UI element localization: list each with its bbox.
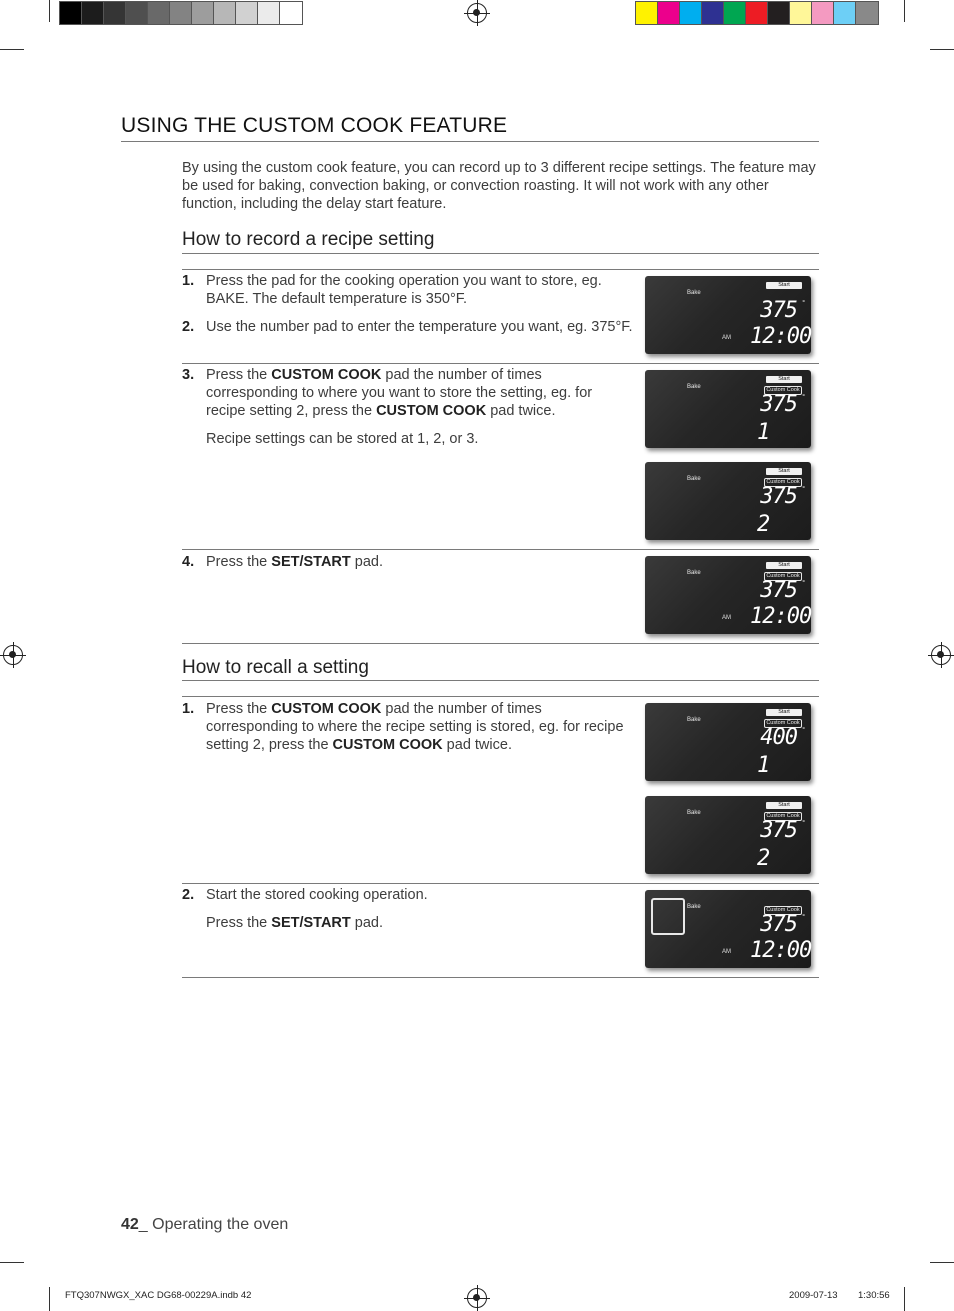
- set-start-term: SET/START: [271, 554, 351, 570]
- start-indicator: Start: [766, 376, 802, 383]
- step-number: 1.: [182, 701, 195, 717]
- color-swatch: [280, 2, 302, 24]
- color-swatch: [148, 2, 170, 24]
- custom-cook-indicator: Custom Cook: [764, 478, 802, 487]
- start-indicator: Start: [766, 282, 802, 289]
- color-swatch: [170, 2, 192, 24]
- row-rule: [182, 363, 819, 364]
- registration-mark-left: [3, 645, 23, 665]
- color-swatch: [746, 2, 768, 24]
- color-swatch: [636, 2, 658, 24]
- custom-cook-indicator: Custom Cook: [764, 906, 802, 915]
- recipe-slot-readout: 1: [757, 753, 771, 778]
- temperature-readout: 375: [760, 578, 797, 603]
- mode-label: Bake: [687, 904, 701, 910]
- step-number: 1.: [182, 273, 195, 289]
- print-slug-file: FTQ307NWGX_XAC DG68-00229A.indb 42: [65, 1290, 252, 1301]
- color-swatch: [258, 2, 280, 24]
- step-number: 2.: [182, 887, 195, 903]
- print-slug-date: 2009-07-13: [789, 1290, 838, 1301]
- row-rule: [182, 977, 819, 978]
- color-swatch: [790, 2, 812, 24]
- color-swatch: [834, 2, 856, 24]
- color-swatch: [768, 2, 790, 24]
- degree-symbol: °: [802, 580, 805, 587]
- custom-cook-term: CUSTOM COOK: [271, 367, 382, 383]
- color-swatch: [104, 2, 126, 24]
- color-swatch: [214, 2, 236, 24]
- color-swatch: [812, 2, 834, 24]
- degree-symbol: °: [802, 727, 805, 734]
- color-swatch: [658, 2, 680, 24]
- oven-display-2: [645, 370, 811, 448]
- degree-symbol: °: [802, 486, 805, 493]
- color-swatch: [236, 2, 258, 24]
- mode-label: Bake: [687, 810, 701, 816]
- record-heading-rule: [182, 253, 819, 254]
- oven-door-icon: [651, 898, 685, 935]
- record-step-4: Press the SET/START pad.: [206, 554, 384, 570]
- crop-mark: [0, 1262, 24, 1263]
- oven-display-3: [645, 462, 811, 540]
- recall-heading: How to recall a setting: [182, 657, 369, 678]
- recall-step-1: Press the CUSTOM COOK pad the number of times corresponding to where the recipe setting is stored, eg. for recipe setting 2, press the CUSTOM COOK pad twice.: [206, 701, 624, 753]
- recipe-slot-readout: 1: [757, 420, 771, 445]
- page-footer: 42_ Operating the oven: [121, 1216, 289, 1233]
- temperature-readout: 400: [760, 725, 797, 750]
- start-indicator: Start: [766, 468, 802, 475]
- row-rule: [182, 643, 819, 644]
- am-label: AM: [722, 335, 731, 341]
- temperature-readout: 375: [760, 484, 797, 509]
- custom-cook-indicator: Custom Cook: [764, 386, 802, 395]
- crop-mark: [930, 1262, 954, 1263]
- custom-cook-indicator: Custom Cook: [764, 812, 802, 821]
- recipe-slot-readout: 2: [757, 512, 771, 537]
- clock-readout: 12:00: [750, 604, 812, 629]
- recall-step-2-note: Press the SET/START pad.: [206, 915, 384, 931]
- record-step-3: Press the CUSTOM COOK pad the number of times corresponding to where you want to store the setting, eg. for recipe setting 2, press the CUSTOM COOK pad twice.: [206, 367, 593, 419]
- recall-step-2: Start the stored cooking operation.: [206, 887, 428, 903]
- row-rule: [182, 883, 819, 884]
- color-swatch: [82, 2, 104, 24]
- clock-readout: 12:00: [750, 938, 812, 963]
- oven-display-5: [645, 703, 811, 781]
- crop-mark: [0, 49, 24, 50]
- color-swatch: [126, 2, 148, 24]
- crop-mark: [930, 49, 954, 50]
- record-step-1: Press the pad for the cooking operation you want to store, eg. BAKE. The default temperature is 350°F.: [206, 273, 602, 307]
- step-number: 2.: [182, 319, 195, 335]
- oven-display-1: [645, 276, 811, 354]
- color-swatch: [702, 2, 724, 24]
- oven-display-4: [645, 556, 811, 634]
- color-swatch: [856, 2, 878, 24]
- custom-cook-indicator: Custom Cook: [764, 572, 802, 581]
- title-rule: [121, 141, 819, 142]
- crop-mark: [49, 0, 50, 22]
- mode-label: Bake: [687, 717, 701, 723]
- mode-label: Bake: [687, 476, 701, 482]
- clock-readout: 12:00: [750, 324, 812, 349]
- step-number: 3.: [182, 367, 195, 383]
- mode-label: Bake: [687, 290, 701, 296]
- degree-symbol: °: [802, 394, 805, 401]
- recipe-slot-readout: 2: [757, 846, 771, 871]
- degree-symbol: °: [802, 820, 805, 827]
- temperature-readout: 375: [760, 392, 797, 417]
- row-rule: [182, 696, 819, 697]
- mode-label: Bake: [687, 384, 701, 390]
- mode-label: Bake: [687, 570, 701, 576]
- page-number: 42: [121, 1216, 139, 1233]
- registration-mark-top: [467, 3, 487, 23]
- color-swatch-bar: [635, 1, 879, 25]
- custom-cook-term: CUSTOM COOK: [376, 403, 487, 419]
- color-swatch: [60, 2, 82, 24]
- set-start-term: SET/START: [271, 915, 351, 931]
- custom-cook-term: CUSTOM COOK: [332, 737, 443, 753]
- intro-paragraph: By using the custom cook feature, you can record up to 3 different recipe settings. The feature may be used for baking, convection baking, or convection roasting. It will not work with any other function, including the delay start feature.: [182, 160, 816, 212]
- custom-cook-term: CUSTOM COOK: [271, 701, 382, 717]
- step-number: 4.: [182, 554, 195, 570]
- temperature-readout: 375: [760, 818, 797, 843]
- start-indicator: Start: [766, 562, 802, 569]
- crop-mark: [904, 0, 905, 22]
- page-title: USING THE CUSTOM COOK FEATURE: [121, 114, 508, 137]
- record-step-3-note: Recipe settings can be stored at 1, 2, or 3.: [206, 431, 479, 447]
- temperature-readout: 375: [760, 912, 797, 937]
- record-step-2: Use the number pad to enter the temperature you want, eg. 375°F.: [206, 319, 633, 335]
- oven-display-6: [645, 796, 811, 874]
- am-label: AM: [722, 615, 731, 621]
- degree-symbol: °: [802, 914, 805, 921]
- am-label: AM: [722, 949, 731, 955]
- record-heading: How to record a recipe setting: [182, 229, 435, 250]
- gray-swatch-bar: [59, 1, 303, 25]
- section-name: Operating the oven: [152, 1216, 289, 1233]
- print-slug-time: 1:30:56: [858, 1290, 890, 1301]
- recall-heading-rule: [182, 680, 819, 681]
- start-indicator: Start: [766, 709, 802, 716]
- custom-cook-indicator: Custom Cook: [764, 719, 802, 728]
- color-swatch: [192, 2, 214, 24]
- start-indicator: Start: [766, 802, 802, 809]
- row-rule: [182, 269, 819, 270]
- crop-mark: [49, 1287, 50, 1311]
- temperature-readout: 375: [760, 298, 797, 323]
- registration-mark-right: [931, 645, 951, 665]
- color-swatch: [680, 2, 702, 24]
- oven-display-7: [645, 890, 811, 968]
- row-rule: [182, 549, 819, 550]
- degree-symbol: °: [802, 300, 805, 307]
- crop-mark: [904, 1287, 905, 1311]
- color-swatch: [724, 2, 746, 24]
- registration-mark-bottom: [467, 1288, 487, 1308]
